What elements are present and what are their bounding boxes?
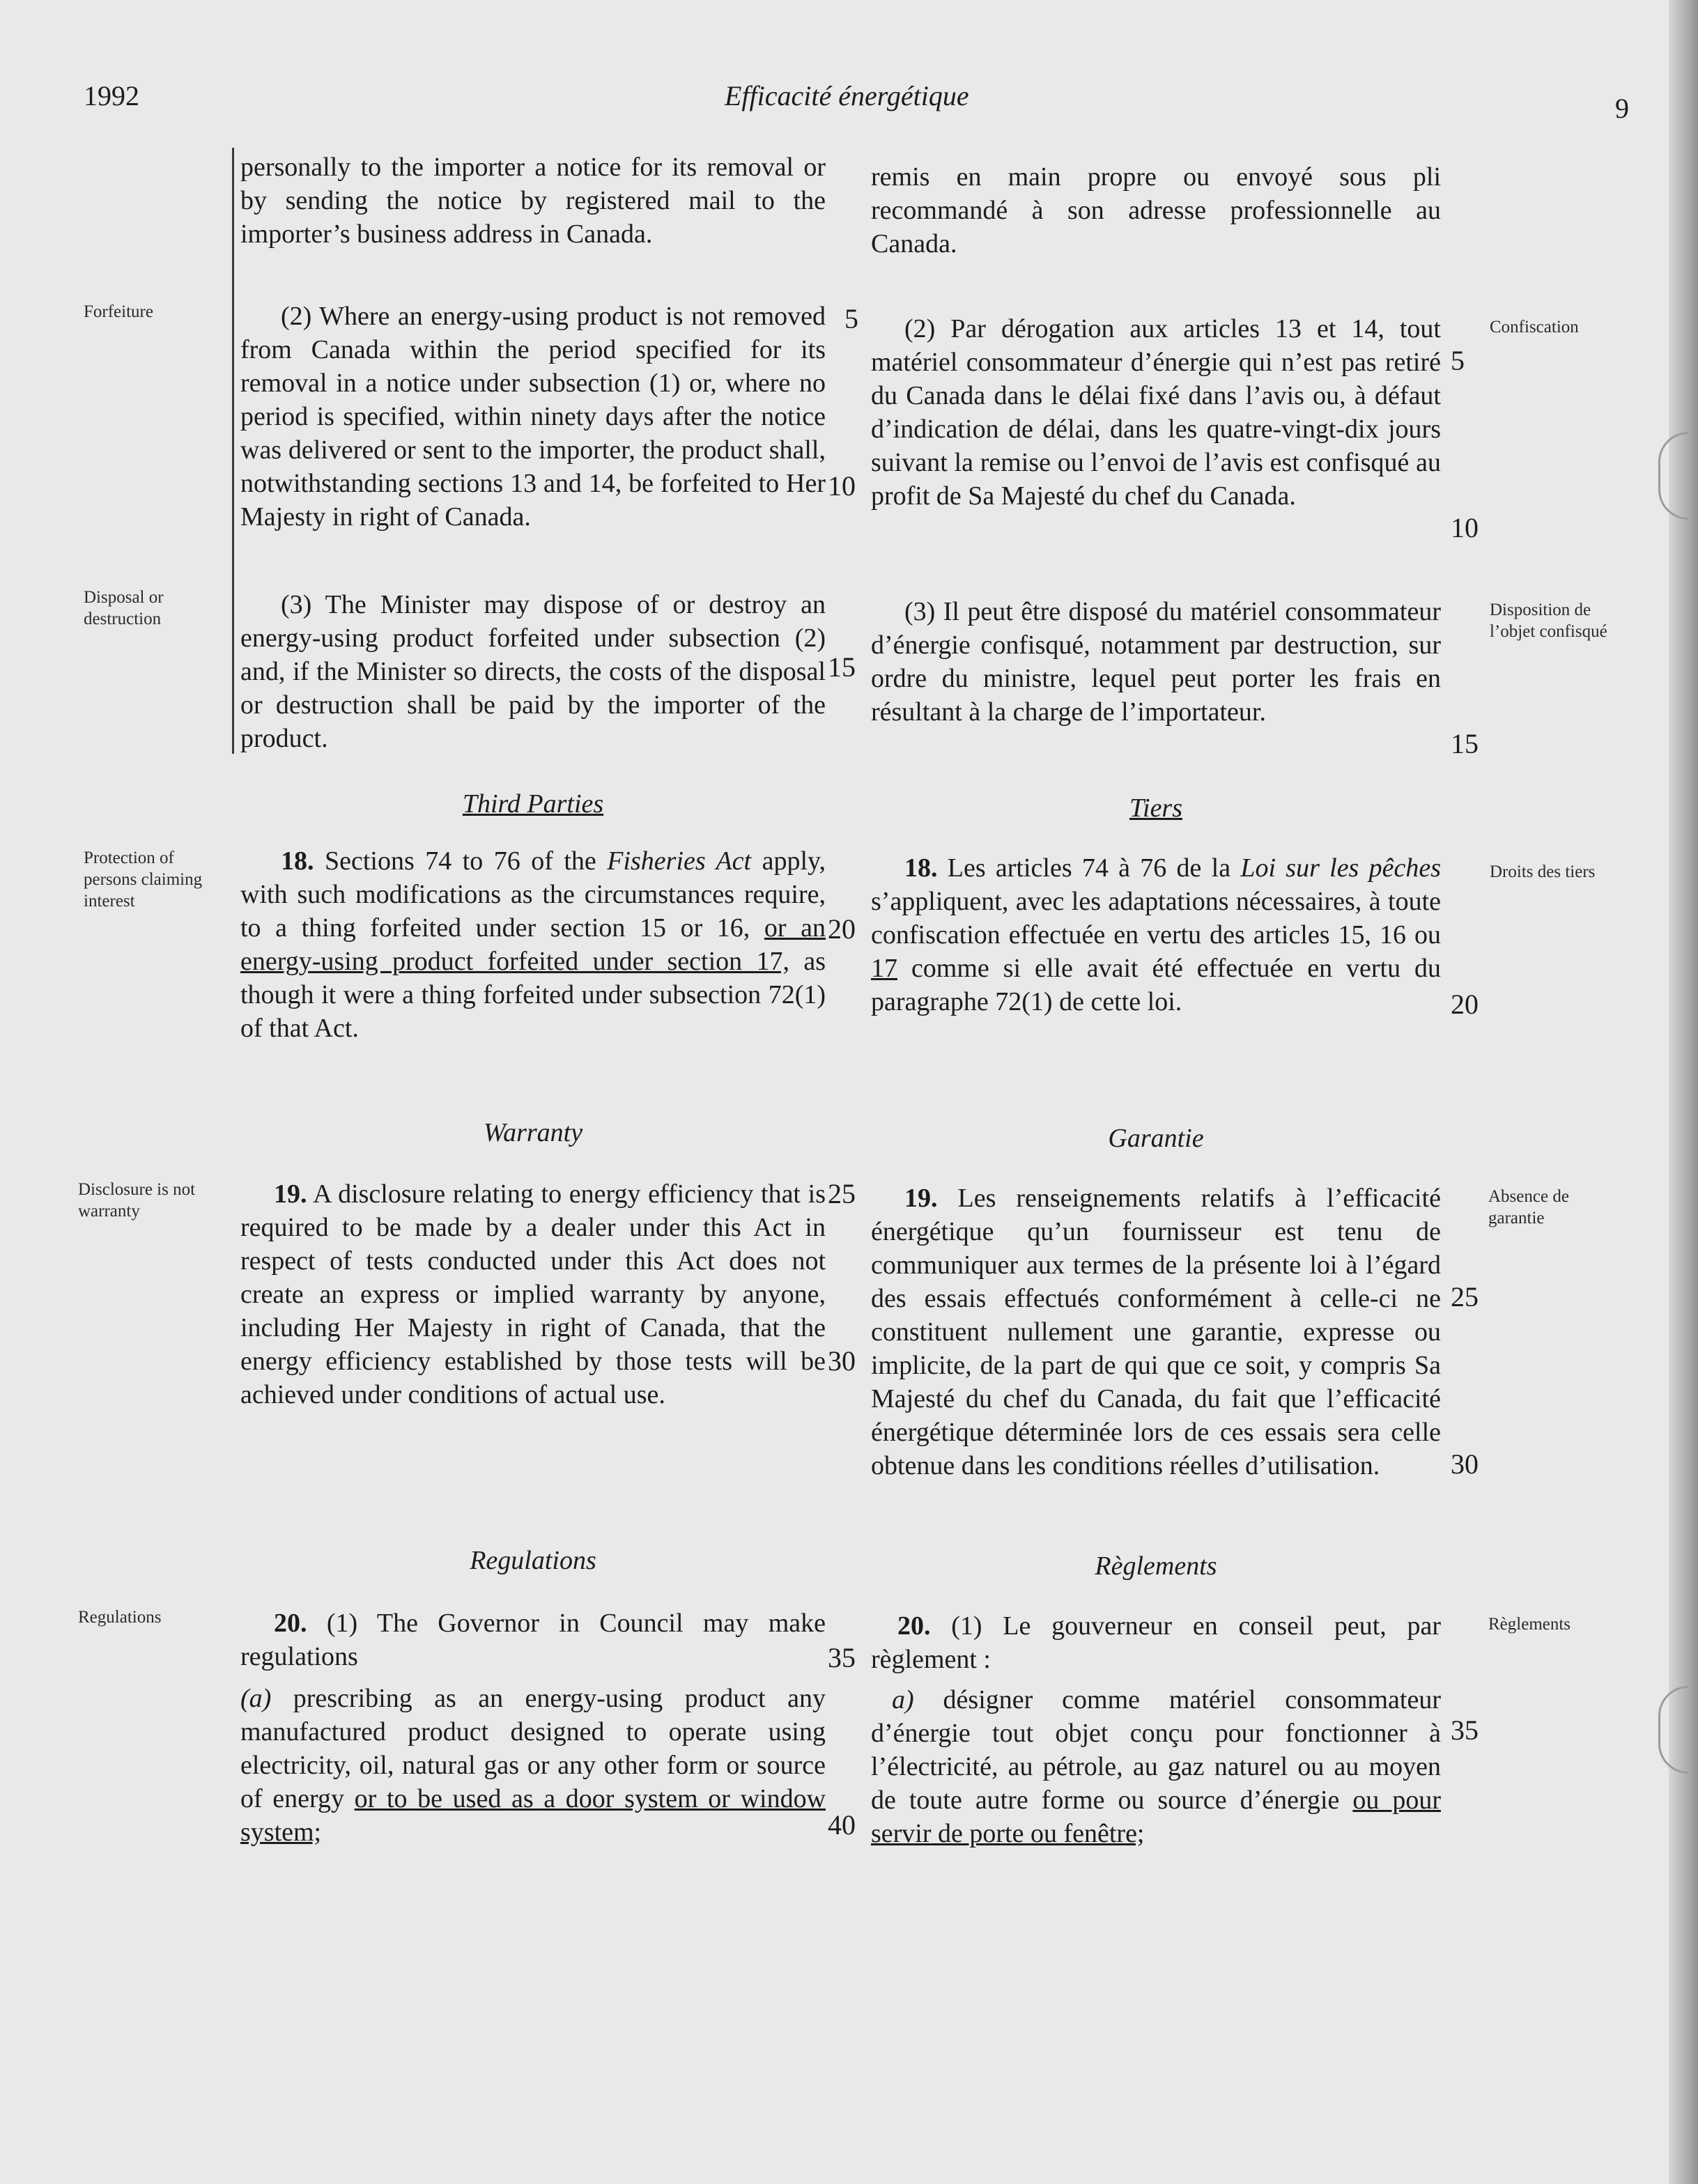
line-number: 25 (1451, 1281, 1479, 1312)
binder-ring-icon (1658, 432, 1688, 520)
margin-note-droits: Droits des tiers (1490, 862, 1596, 881)
line-number: 30 (1451, 1448, 1479, 1480)
page-edge-shadow (1669, 0, 1698, 2184)
line-number: 15 (1451, 728, 1479, 759)
fr-heading-tiers: Tiers (1129, 793, 1183, 823)
fr-section-17-3: (3) Il peut être disposé du matériel consommateur d’énergie confisqué, notamment par destruction, sur ordre du ministre, lequel peut porter les frais en résultant à la charge de l’importateur. (871, 597, 1441, 727)
binder-ring-icon (1658, 1686, 1688, 1774)
en-section-17-2: (2) Where an energy-using product is not removed from Canada within the period specified for its removal in a notice under subsection (1) or, where no period is specified, within ninety days after the notice was delivered or sent to the importer, the product shall, notwithstanding sections 13 and 14, be forfeited to Her Majesty in right of Canada. (240, 302, 826, 532)
line-number: 20 (828, 913, 856, 945)
margin-note-disposal: Disposal or destruction (84, 588, 164, 628)
en-heading-warranty: Warranty (483, 1118, 583, 1147)
fr-section-17-2: (2) Par dérogation aux articles 13 et 14, tout matériel consommateur d’énergie qui n’est pas retiré du Canada dans le délai fixé dans l’avis ou, à défaut d’indication de délai, dans les quatre-vingt-dix jours suivant la remise ou l’envoi de l’avis est confisqué au profit de Sa Majesté du chef du Canada. (871, 314, 1441, 511)
line-number: 5 (844, 303, 858, 334)
page-number: 9 (1615, 93, 1629, 124)
en-heading-regulations: Regulations (470, 1546, 596, 1575)
margin-note-disclosure: Disclosure is not warranty (78, 1180, 196, 1221)
line-number: 40 (828, 1809, 856, 1841)
en-section-19: 19. A disclosure relating to energy efficiency that is required to be made by a dealer under this Act in respect of tests conducted under this Act does not create an express or implied warranty by anyone, including Her Majesty in right of Canada, that the energy efficiency established by those tests will be achieved under conditions of actual use. (240, 1179, 826, 1409)
fr-section-20-a: a) désigner comme matériel consommateur d’énergie tout objet conçu pour fonctionner à l’électricité, au pétrole, au gaz naturel ou au moyen de toute autre forme ou source d’énergie ou pour servir de porte ou fenêtre; (871, 1685, 1441, 1848)
line-number: 5 (1451, 345, 1465, 376)
fr-section-18: 18. Les articles 74 à 76 de la Loi sur les pêches s’appliquent, avec les adaptations nécessaires, à toute confiscation effectuée en vertu des articles 15, 16 ou 17 comme si elle avait été effectuée en vertu du paragraphe 72(1) de cette loi. (871, 853, 1442, 1016)
fr-heading-reglements: Règlements (1095, 1551, 1217, 1581)
line-number: 35 (1451, 1714, 1479, 1746)
en-heading-third-parties: Third Parties (462, 789, 604, 819)
fr-section-19: 19. Les renseignements relatifs à l’efficacité énergétique qu’un fournisseur est tenu de communiquer aux termes de la présente loi à l’égard des essais effectués conformément à celle-ci ne constituent nullement une garantie, expresse ou implicite, de la part de qui que ce soit, y compris Sa Majesté du chef du Canada, du fait que l’efficacité énergétique déterminée lors de ces essais sera celle obtenue dans les conditions réelles d’utilisation. (871, 1184, 1441, 1480)
margin-note-confiscation: Confiscation (1490, 318, 1579, 336)
en-paragraph-continuation: personally to the importer a notice for its removal or by sending the notice by registered mail to the importer’s business address in Canada. (240, 153, 826, 249)
en-section-17-3: (3) The Minister may dispose of or destroy an energy-using product forfeited under subsection (2) and, if the Minister so directs, the costs of the disposal or destruction shall be paid by the importer of the product. (240, 590, 826, 753)
margin-note-regulations: Regulations (78, 1608, 162, 1627)
line-number: 30 (828, 1345, 856, 1377)
en-section-20: 20. (1) The Governor in Council may make regulations (240, 1609, 826, 1671)
line-number: 35 (828, 1642, 856, 1673)
line-number: 15 (828, 651, 856, 683)
line-number: 25 (828, 1178, 856, 1209)
margin-note-protection: Protection of persons claiming interest (84, 849, 203, 911)
fr-paragraph-continuation: remis en main propre ou envoyé sous pli recommandé à son adresse professionnelle au Canada. (871, 162, 1441, 258)
header-year: 1992 (84, 80, 139, 111)
header-title: Efficacité énergétique (725, 80, 969, 111)
margin-note-forfeiture: Forfeiture (84, 302, 153, 321)
fr-section-20: 20. (1) Le gouverneur en conseil peut, par règlement : (871, 1611, 1442, 1674)
margin-note-absence: Absence de garantie (1488, 1187, 1569, 1227)
vertical-rule (232, 148, 234, 754)
line-number: 20 (1451, 989, 1479, 1020)
en-section-18: 18. Sections 74 to 76 of the Fisheries Act apply, with such modifications as the circumstances require, to a thing forfeited under section 15 or 16, or an energy-using product forfeited under section 17, as though it were a thing forfeited under subsection 72(1) of that Act. (240, 846, 826, 1043)
margin-note-reglements: Règlements (1488, 1615, 1571, 1634)
line-number: 10 (828, 470, 856, 502)
margin-note-disposition: Disposition de l’objet confisqué (1490, 601, 1607, 641)
fr-heading-garantie: Garantie (1108, 1124, 1204, 1153)
en-section-20-a: (a) prescribing as an energy-using product any manufactured product designed to operate using electricity, oil, natural gas or any other form or source of energy or to be used as a door system or window system; (240, 1684, 826, 1847)
line-number: 10 (1451, 512, 1479, 543)
